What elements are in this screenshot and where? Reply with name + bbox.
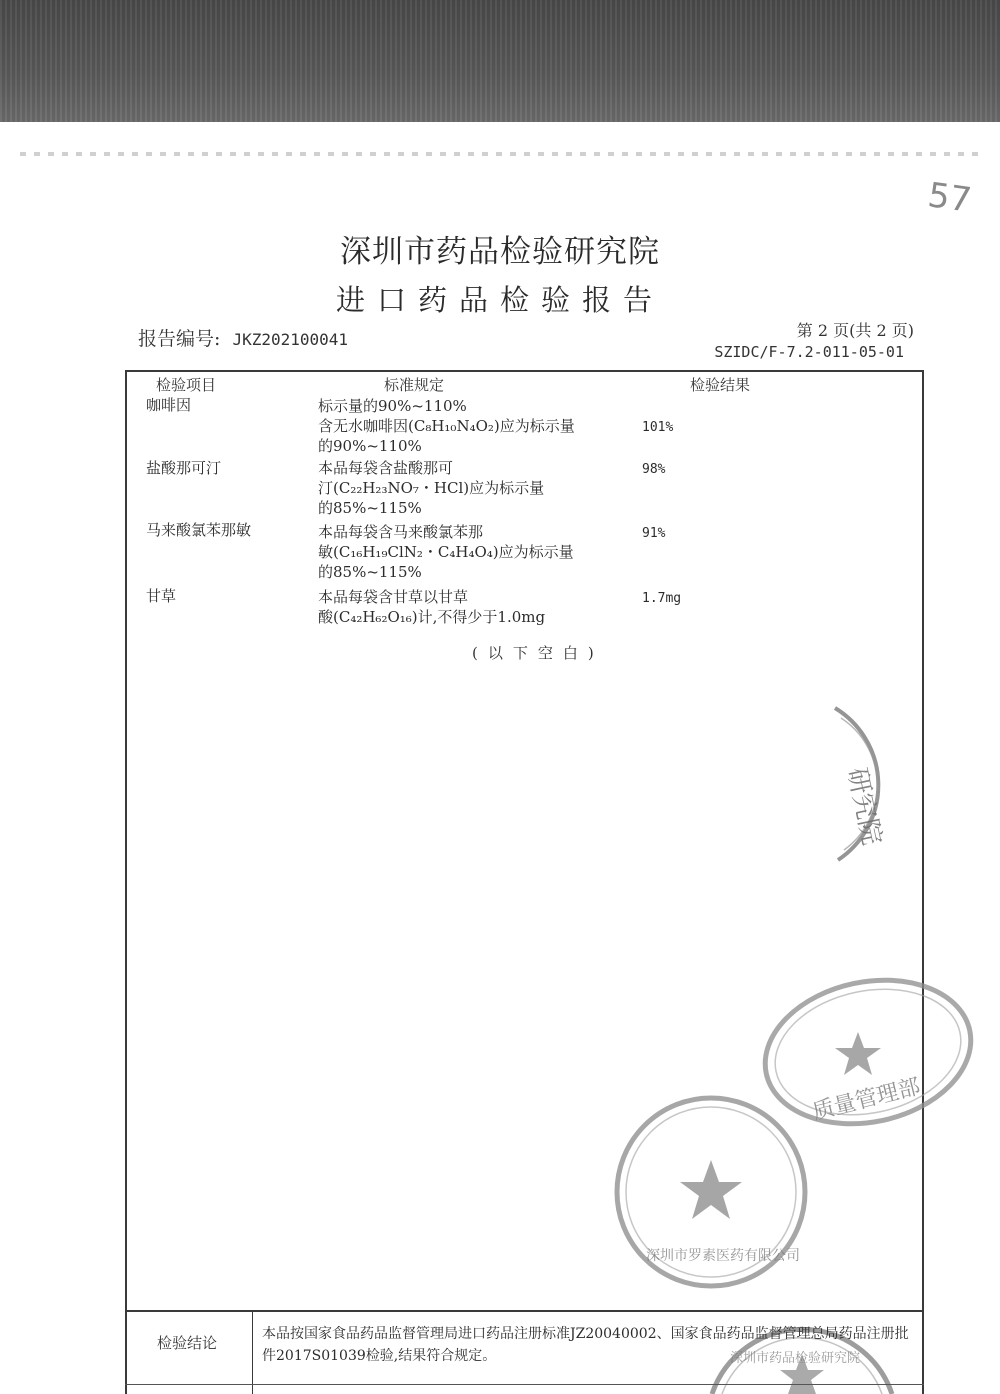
conclusion-bottom-rule (125, 1384, 924, 1385)
spec-line: 酸(C₄₂H₆₂O₁₆)计,不得少于1.0mg (318, 608, 546, 626)
row-item: 盐酸那可汀 (146, 459, 222, 477)
row-spec (318, 458, 544, 518)
stamp-luosu-pharma (606, 1092, 816, 1292)
blank-note: (以下空白) (472, 644, 604, 662)
stamp-text: 质量管理部 (810, 1074, 923, 1126)
spec-line: 标示量的90%~110% (318, 397, 467, 415)
report-number-label: 报告编号: (138, 328, 221, 350)
row-result: 98% (642, 462, 666, 477)
conclusion-divider (252, 1310, 253, 1394)
conclusion-label: 检验结论 (157, 1334, 218, 1352)
spec-line: 的90%~110% (318, 437, 422, 455)
spec-line: 本品每袋含盐酸那可 (318, 459, 454, 477)
row-item: 马来酸氯苯那敏 (146, 521, 252, 539)
stamp-text: 深圳市药品检验研究院 (730, 1351, 861, 1366)
row-spec (318, 587, 545, 627)
spec-line: 含无水咖啡因(C₈H₁₀N₄O₂)应为标示量 (318, 417, 575, 435)
spec-line: 的85%~115% (318, 499, 422, 517)
report-title: 进口药品检验报告 (335, 283, 664, 317)
spec-line: 敏(C₁₆H₁₉ClN₂・C₄H₄O₄)应为标示量 (318, 543, 574, 561)
spec-line: 本品每袋含马来酸氯苯那 (318, 523, 484, 541)
row-item: 咖啡因 (146, 396, 192, 414)
col-header-result: 检验结果 (690, 376, 751, 394)
scan-noise-line (20, 152, 985, 156)
handwritten-page-mark: 57 (925, 175, 974, 221)
form-code: SZIDC/F-7.2-011-05-01 (714, 343, 904, 361)
conclusion-text: 本品按国家食品药品监督管理局进口药品注册标准JZ20040002、国家食品药品监督管理总局药品注册批件2017S01039检验,结果符合规定。 (262, 1326, 909, 1364)
spec-line: 的85%~115% (318, 563, 422, 581)
stamp-research-institute-partial (800, 700, 890, 870)
row-spec (318, 522, 574, 582)
report-number (138, 324, 348, 351)
stamp-text: 深圳市罗素医药有限公司 (646, 1248, 800, 1264)
col-header-item: 检验项目 (156, 376, 217, 394)
row-item: 甘草 (146, 587, 177, 605)
page-info: 第 2 页(共 2 页) (796, 321, 914, 340)
row-result: 1.7mg (642, 591, 682, 606)
report-number-value: JKZ202100041 (232, 330, 349, 349)
row-spec (318, 396, 575, 456)
scan-dark-band (0, 0, 1000, 122)
col-header-spec: 标准规定 (384, 376, 445, 394)
row-result: 101% (642, 420, 674, 435)
spec-line: 本品每袋含甘草以甘草 (318, 588, 469, 606)
row-result: 91% (642, 526, 666, 541)
spec-line: 汀(C₂₂H₂₃NO₇・HCl)应为标示量 (318, 479, 545, 497)
stamp-text: 研究院 (841, 765, 887, 848)
institute-name: 深圳市药品检验研究院 (340, 234, 660, 270)
